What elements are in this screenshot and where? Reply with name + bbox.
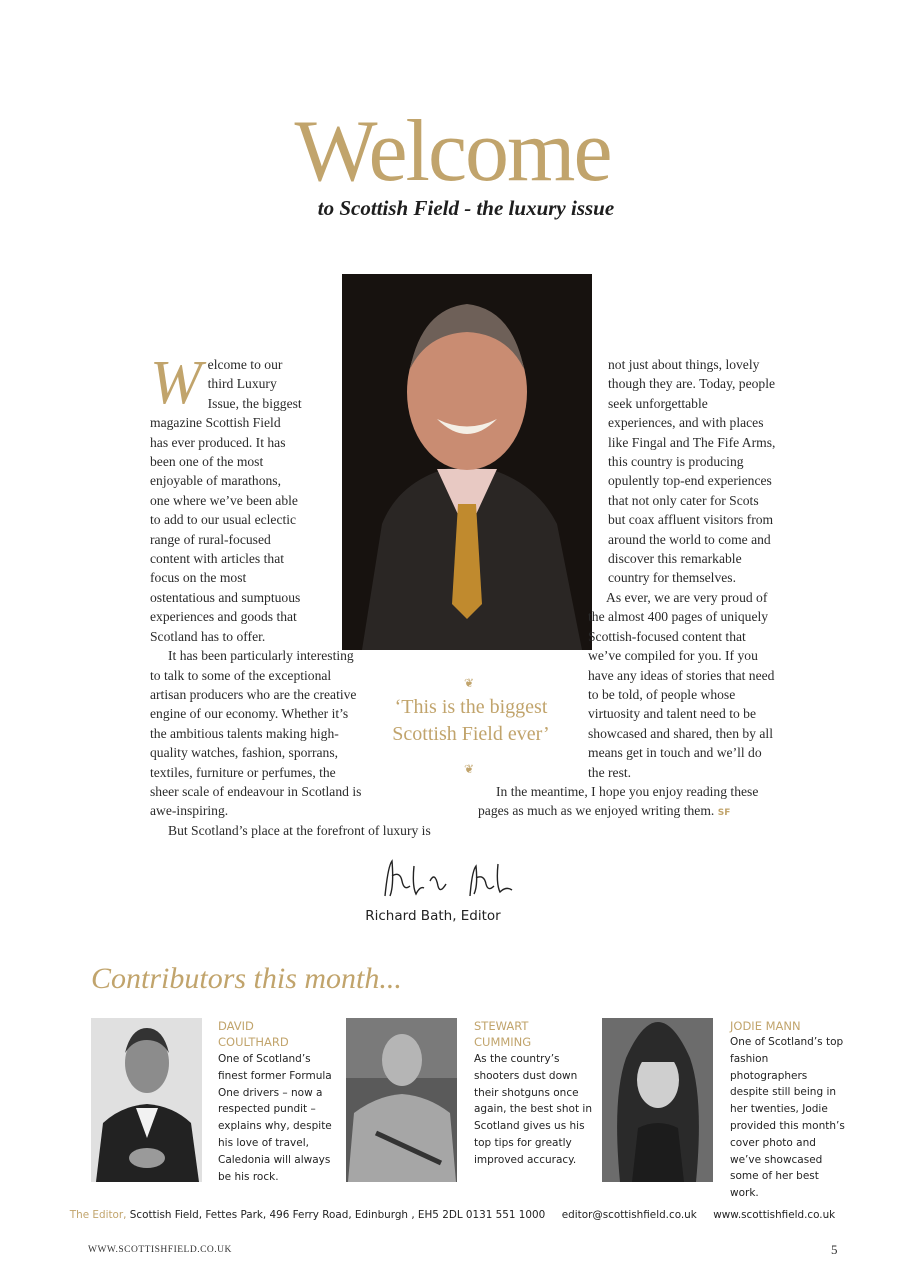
drop-cap: W	[150, 349, 202, 417]
contributor-bio: As the country’s shooters dust down their shotguns once again, the best shot in Scotland gives us his top tips for greatly improved accuracy.	[474, 1053, 592, 1166]
contributor-name-line: COULTHARD	[218, 1035, 289, 1049]
footer-website[interactable]: WWW.SCOTTISHFIELD.CO.UK	[88, 1245, 232, 1255]
article-column-right	[478, 355, 778, 824]
footer-address: Scottish Field, Fettes Park, 496 Ferry Road, Edinburgh , EH5 2DL 0131 551 1000	[129, 1209, 546, 1221]
contributor-name	[730, 1018, 840, 1034]
ornament-icon: ❦	[464, 762, 475, 776]
page-number: 5	[831, 1242, 838, 1257]
contributor-photo	[602, 1018, 713, 1182]
footer-contact	[0, 1209, 905, 1221]
article-paragraph: But Scotland’s place at the forefront of luxury is	[168, 822, 431, 838]
contributor-photo	[91, 1018, 202, 1182]
contributor-name-line: JODIE MANN	[730, 1019, 801, 1033]
page-subtitle: to Scottish Field - the luxury issue	[317, 196, 615, 220]
footer-web-link[interactable]: www.scottishfield.co.uk	[713, 1209, 836, 1221]
pull-quote	[373, 694, 569, 748]
article-paragraph	[478, 782, 778, 824]
article-paragraph: elcome to our third Luxury Issue, the biggest magazine Scottish Field has ever produced. It has been one of the most enjoyable of marathons, one where we’ve been able to add to our usual eclectic range of rural-focused content with articles that focus on the most ostentatious and sumptuous experiences and goods that Scotland has to offer.	[150, 357, 302, 644]
footer-label: The Editor,	[69, 1209, 127, 1221]
pull-quote-line: ‘This is the biggest	[394, 696, 548, 718]
contributor-bio: One of Scotland’s finest former Formula One drivers – now a respected pundit – explains why, despite his love of travel, Caledonia will always be his rock.	[218, 1053, 332, 1183]
page-title: Welcome	[294, 103, 611, 200]
contributor-name	[474, 1018, 584, 1050]
contributor-name-line: DAVID	[218, 1019, 254, 1033]
article-paragraph: As ever, we are very proud of the almost 400 pages of uniquely Scottish-focused content that we’ve compiled for you. If you have any ideas of stories that need to be told, of people whose virtuosity and talent need to be showcased and shared, then by all means get in touch and we’ll do the rest.	[588, 589, 775, 780]
sf-end-mark: SF	[717, 808, 731, 819]
article-closing-text: In the meantime, I hope you enjoy reading these pages as much as we enjoyed writing them.	[478, 783, 759, 819]
contributor-name-line: STEWART	[474, 1019, 529, 1033]
editor-signature	[380, 856, 530, 902]
editor-signoff: Richard Bath, Editor	[365, 908, 501, 924]
article-paragraph: It has been particularly interesting to talk to some of the exceptional artisan producers who are the creative engine of our economy. Whether it’s the ambitious talents making high-quality watches, fashion, sporrans, textiles, furniture or perfumes, the sheer scale of endeavour in Scotland is awe-inspiring.	[150, 648, 362, 819]
article-paragraph: not just about things, lovely though they are. Today, people seek unforgettable experiences, and with places like Fingal and The Fife Arms, this country is producing opulently top-end experiences that not only cater for Scots but coax affluent visitors from around the world to come and discover this remarkable country for themselves.	[608, 357, 776, 586]
contributor-name-line: CUMMING	[474, 1035, 532, 1049]
contributors-heading: Contributors this month...	[91, 962, 402, 995]
contributor-photo	[346, 1018, 457, 1182]
contributor-bio: One of Scotland’s top fashion photographers despite still being in her twenties, Jodie provided this month’s cover photo and we’ve showcased some of her best work.	[730, 1036, 845, 1200]
pull-quote-line: Scottish Field ever’	[392, 723, 550, 745]
footer-email-link[interactable]: editor@scottishfield.co.uk	[561, 1209, 697, 1221]
contributor-name	[218, 1018, 328, 1050]
ornament-icon: ❦	[464, 676, 475, 690]
article-column-left	[150, 349, 450, 840]
